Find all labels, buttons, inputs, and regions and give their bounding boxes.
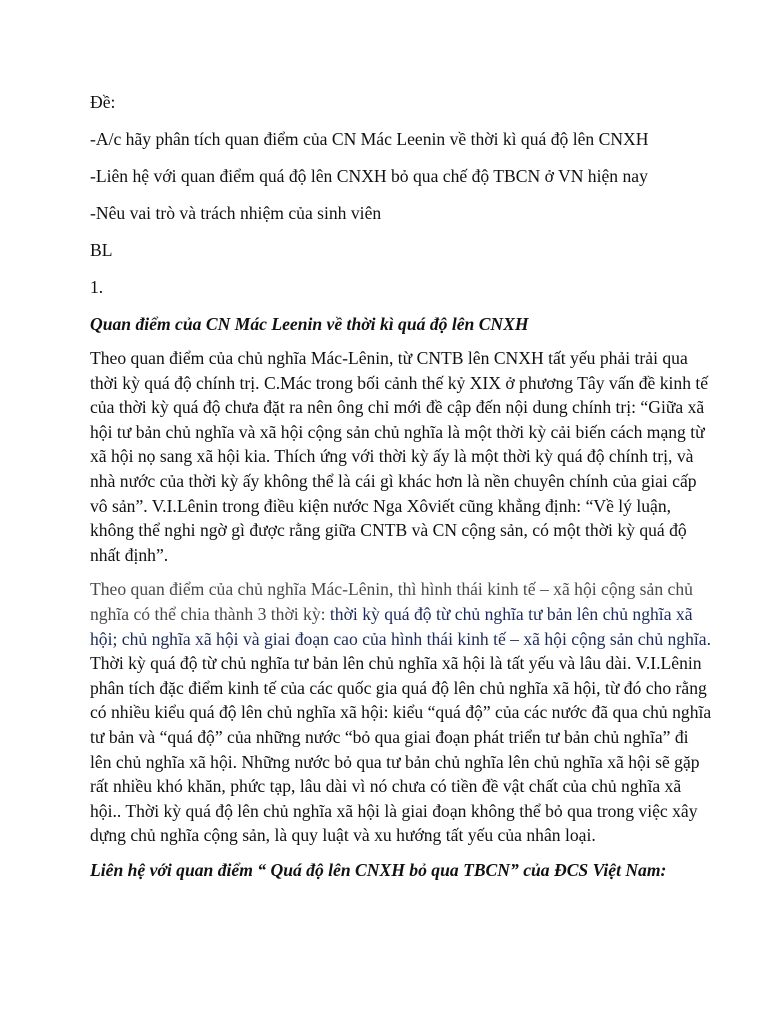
paragraph-2-line: tư bản và “quá độ” của những nước “bỏ qua giai đoạn phát triển tư bản chủ nghĩa” đi xyxy=(90,726,689,747)
assignment-item-2: -Liên hệ với quan điểm quá độ lên CNXH bỏ qua chế độ TBCN ở VN hiện nay xyxy=(90,166,648,186)
paragraph-2 xyxy=(90,577,725,848)
paragraph-1-line: vô sản”. V.I.Lênin trong điều kiện nước Nga Xôviết cũng khẳng định: “Về lý luận, xyxy=(90,495,672,516)
paragraph-1-line: của thời kỳ quá độ chưa đặt ra nên ông chỉ mới đề cập đến nội dung chính trị: “Giữa xã xyxy=(90,397,705,418)
paragraph-1-line: không thể nghi ngờ gì được rằng giữa CNTB và CN cộng sản, có một thời kỳ quá độ xyxy=(90,520,687,541)
paragraph-2-line: hội.. Thời kỳ quá độ lên chủ nghĩa xã hội là giai đoạn không thể bỏ qua trong việc xây xyxy=(90,800,698,821)
paragraph-2-line: có nhiều kiểu quá độ lên chủ nghĩa xã hội: kiểu “quá độ” của các nước đã qua chủ nghĩa xyxy=(90,702,712,723)
paragraph-1-line: nhất định”. xyxy=(90,544,169,565)
section-number: 1. xyxy=(90,277,104,297)
section-heading-2: Liên hệ với quan điểm “ Quá độ lên CNXH bỏ qua TBCN” của ĐCS Việt Nam: xyxy=(90,859,667,880)
paragraph-2-line: phân tích đặc điểm kinh tế của các quốc gia quá độ lên chủ nghĩa xã hội, từ đó cho rằng xyxy=(90,677,707,698)
section-heading-1: Quan điểm của CN Mác Leenin về thời kì quá độ lên CNXH xyxy=(90,314,529,334)
paragraph-2-navy-text: thời kỳ quá độ từ chủ nghĩa tư bản lên chủ nghĩa xã xyxy=(329,603,693,624)
paragraph-2-line: lên chủ nghĩa xã hội. Những nước bỏ qua tư bản chủ nghĩa lên chủ nghĩa xã hội sẽ gặp xyxy=(90,751,700,772)
paragraph-2-line-mixed xyxy=(90,602,725,627)
assignment-title: Đề: xyxy=(90,92,116,112)
assignment-item-1: -A/c hãy phân tích quan điểm của CN Mác Leenin về thời kì quá độ lên CNXH xyxy=(90,129,649,149)
document-page xyxy=(90,90,725,892)
assignment-item-3: -Nêu vai trò và trách nhiệm của sinh viên xyxy=(90,203,382,223)
paragraph-2-line: hội; chủ nghĩa xã hội và giai đoạn cao của hình thái kinh tế – xã hội cộng sản chủ nghĩa. xyxy=(90,628,711,649)
answer-label: BL xyxy=(90,240,113,260)
paragraph-2-line: dựng chủ nghĩa cộng sản, là quy luật và xu hướng tất yếu của nhân loại. xyxy=(90,825,596,846)
paragraph-1-line: Theo quan điểm của chủ nghĩa Mác-Lênin, từ CNTB lên CNXH tất yếu phải trải qua xyxy=(90,348,688,368)
paragraph-1-line: hội tư bản chủ nghĩa và xã hội cộng sản chủ nghĩa là một thời kỳ cải biến cách mạng từ xyxy=(90,421,705,442)
paragraph-2-line: Theo quan điểm của chủ nghĩa Mác-Lênin, thì hình thái kinh tế – xã hội cộng sản chủ xyxy=(90,579,693,600)
paragraph-2-line: rất nhiều khó khăn, phức tạp, lâu dài vì nó chưa có tiền đề vật chất của chủ nghĩa xã xyxy=(90,776,682,797)
paragraph-2-gray-text: nghĩa có thể chia thành 3 thời kỳ: xyxy=(90,603,330,624)
paragraph-1-line: nhà nước của thời kỳ ấy không thể là cái gì khác hơn là nền chuyên chính của giai cấp xyxy=(90,470,697,491)
paragraph-1-line: thời kỳ quá độ chính trị. C.Mác trong bối cảnh thế kỷ XIX ở phương Tây vấn đề kinh tế xyxy=(90,372,709,393)
paragraph-1 xyxy=(90,346,725,567)
paragraph-2-line: Thời kỳ quá độ từ chủ nghĩa tư bản lên chủ nghĩa xã hội là tất yếu và lâu dài. V.I.Lênin xyxy=(90,653,702,674)
paragraph-1-line: xã hội nọ sang xã hội kia. Thích ứng với thời kỳ ấy là một thời kỳ quá độ chính trị, và xyxy=(90,446,694,467)
